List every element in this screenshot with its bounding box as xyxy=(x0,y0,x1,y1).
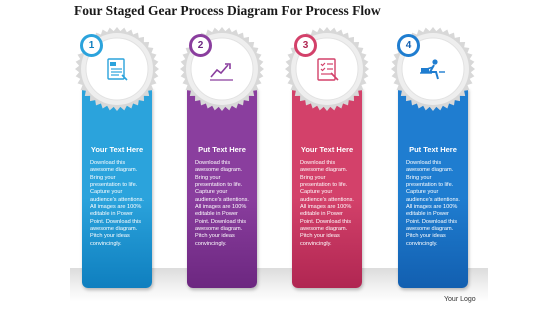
person-at-desk-icon xyxy=(418,55,448,85)
process-step xyxy=(70,0,166,300)
step-body: Download this awesome diagram. Bring your presentation to life. Capture your audience's attentions. All images are 100% editable in Power Point. Download this awesome diagram. Pitch your ideas convincingly. xyxy=(90,160,144,247)
logo-text: Your Logo xyxy=(444,296,476,303)
process-step xyxy=(386,0,482,300)
step-body: Download this awesome diagram. Bring your presentation to life. Capture your audience's attentions. All images are 100% editable in Power Point. Download this awesome diagram. Pitch your ideas convincingly. xyxy=(195,160,249,247)
step-title: Put Text Here xyxy=(409,145,457,154)
step-number-badge: 2 xyxy=(189,34,212,57)
step-title: Your Text Here xyxy=(300,145,354,154)
checklist-icon xyxy=(312,55,342,85)
step-card xyxy=(292,88,362,288)
step-card xyxy=(82,88,152,288)
step-title: Your Text Here xyxy=(90,145,144,154)
step-number-badge: 3 xyxy=(294,34,317,57)
step-card xyxy=(398,88,468,288)
trend-chart-icon xyxy=(207,55,237,85)
step-card xyxy=(187,88,257,288)
step-body: Download this awesome diagram. Bring your presentation to life. Capture your audience's attentions. All images are 100% editable in Power Point. Download this awesome diagram. Pitch your ideas convincingly. xyxy=(406,160,460,247)
step-title: Put Text Here xyxy=(198,145,246,154)
step-number-badge: 4 xyxy=(397,34,420,57)
step-body: Download this awesome diagram. Bring your presentation to life. Capture your audience's attentions. All images are 100% editable in Power Point. Download this awesome diagram. Pitch your ideas convincingly. xyxy=(300,160,354,247)
process-step xyxy=(280,0,376,300)
step-number-badge: 1 xyxy=(80,34,103,57)
diagram-title: Four Staged Gear Process Diagram For Process Flow xyxy=(74,3,381,18)
document-card-icon xyxy=(102,55,132,85)
process-step xyxy=(175,0,271,300)
